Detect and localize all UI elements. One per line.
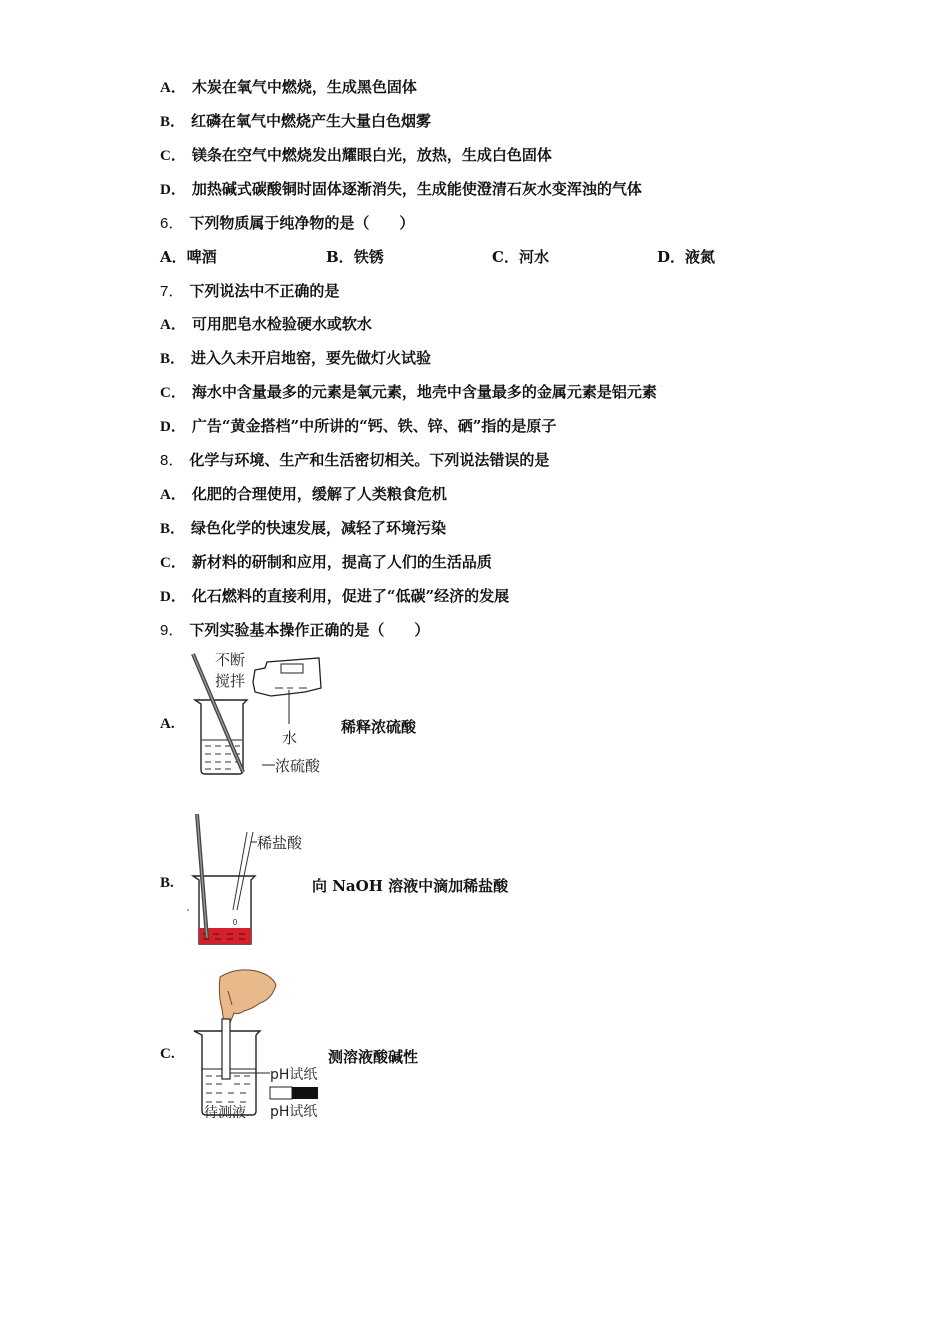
option-text: 啤酒: [186, 248, 217, 266]
question-text: 下列实验基本操作正确的是（ ）: [189, 621, 430, 639]
question-number: 7．: [160, 283, 184, 300]
option-label: C．: [160, 148, 186, 164]
option-text: 液氮: [685, 248, 716, 266]
ph-paper-label: pH试纸: [270, 1067, 318, 1083]
option-text: 铁锈: [353, 248, 384, 266]
option-label: D．: [160, 419, 186, 435]
question-number: 6．: [160, 215, 184, 232]
q5-option-d: [160, 179, 642, 200]
question-text: 下列物质属于纯净物的是（ ）: [189, 214, 415, 232]
q9-option-a-label: A.: [160, 716, 175, 732]
q6-stem: [160, 213, 414, 234]
q9-option-c-label: C.: [160, 1046, 175, 1062]
q6-option-b: [326, 247, 384, 267]
option-text: 红磷在氧气中燃烧产生大量白色烟雾: [191, 112, 432, 130]
acid-label: 浓硫酸: [275, 757, 321, 775]
option-label: B．: [160, 521, 186, 537]
question-text: 化学与环境、生产和生活密切相关。下列说法错误的是: [189, 451, 550, 469]
q9-stem: [160, 620, 429, 641]
option-text: 海水中含量最多的元素是氧元素，地壳中含量最多的金属元素是铝元素: [191, 383, 657, 401]
q9-option-b-caption: 向 NaOH 溶液中滴加稀盐酸: [312, 877, 509, 895]
question-number: 9．: [160, 622, 184, 639]
q7-option-b: [160, 348, 431, 369]
water-label: 水: [282, 729, 298, 747]
test-liquid-label: 待测液: [204, 1105, 246, 1121]
option-label: A．: [160, 487, 186, 503]
option-label: B．: [160, 351, 186, 367]
q5-option-a: [160, 77, 417, 98]
q8-option-d: [160, 586, 509, 607]
question-number: 8．: [160, 452, 184, 469]
option-label: D．: [160, 182, 186, 198]
q6-option-d: [657, 247, 715, 267]
q6-option-a: [160, 247, 217, 267]
q9-option-a-caption: 稀释浓硫酸: [341, 718, 417, 736]
q8-option-a: [160, 484, 447, 505]
option-text: 化石燃料的直接利用，促进了“低碳”经济的发展: [191, 587, 510, 605]
option-text: 河水: [518, 248, 549, 266]
q8-stem: [160, 450, 549, 471]
q7-option-c: [160, 382, 657, 403]
option-text: 可用肥皂水检验硬水或软水: [191, 315, 372, 333]
option-text: 绿色化学的快速发展，减轻了环境污染: [191, 519, 447, 537]
hcl-label: 稀盐酸: [257, 834, 303, 852]
option-label: B．: [326, 248, 354, 266]
q9-option-c-caption: 测溶液酸碱性: [328, 1048, 419, 1066]
option-label: A．: [160, 248, 187, 266]
stir-label: 不断: [215, 651, 246, 669]
option-label: C．: [160, 385, 186, 401]
test-ph-diagram: [190, 965, 335, 1125]
option-text: 新材料的研制和应用，提高了人们的生活品质: [191, 553, 492, 571]
dilute-sulfuric-acid-diagram: [185, 648, 340, 780]
question-text: 下列说法中不正确的是: [189, 282, 340, 300]
ph-paper-label-2: pH试纸: [270, 1104, 318, 1120]
q6-options: [160, 247, 760, 267]
add-hcl-to-naoh-diagram: [185, 810, 315, 950]
q7-option-d: [160, 416, 556, 437]
option-text: 木炭在氧气中燃烧，生成黑色固体: [191, 78, 417, 96]
option-text: 镁条在空气中燃烧发出耀眼白光，放热，生成白色固体: [191, 146, 552, 164]
option-text: 化肥的合理使用，缓解了人类粮食危机: [191, 485, 447, 503]
option-label: D．: [657, 248, 686, 266]
option-label: C．: [160, 555, 186, 571]
q8-option-c: [160, 552, 492, 573]
option-label: A．: [160, 317, 186, 333]
option-label: C．: [492, 248, 519, 266]
option-text: 广告“黄金搭档”中所讲的“钙、铁、锌、硒”指的是原子: [191, 417, 557, 435]
option-text: 加热碱式碳酸铜时固体逐渐消失，生成能使澄清石灰水变浑浊的气体: [191, 180, 642, 198]
q6-option-c: [492, 247, 549, 267]
q7-stem: [160, 281, 339, 302]
option-label: A．: [160, 80, 186, 96]
stir-label-2: 搅拌: [215, 672, 246, 690]
option-text: 进入久未开启地窑，要先做灯火试验: [191, 349, 432, 367]
q9-option-b-label: B.: [160, 875, 174, 891]
q5-option-b: [160, 111, 431, 132]
q7-option-a: [160, 314, 372, 335]
option-label: D．: [160, 589, 186, 605]
option-label: B．: [160, 114, 186, 130]
q8-option-b: [160, 518, 446, 539]
q5-option-c: [160, 145, 552, 166]
